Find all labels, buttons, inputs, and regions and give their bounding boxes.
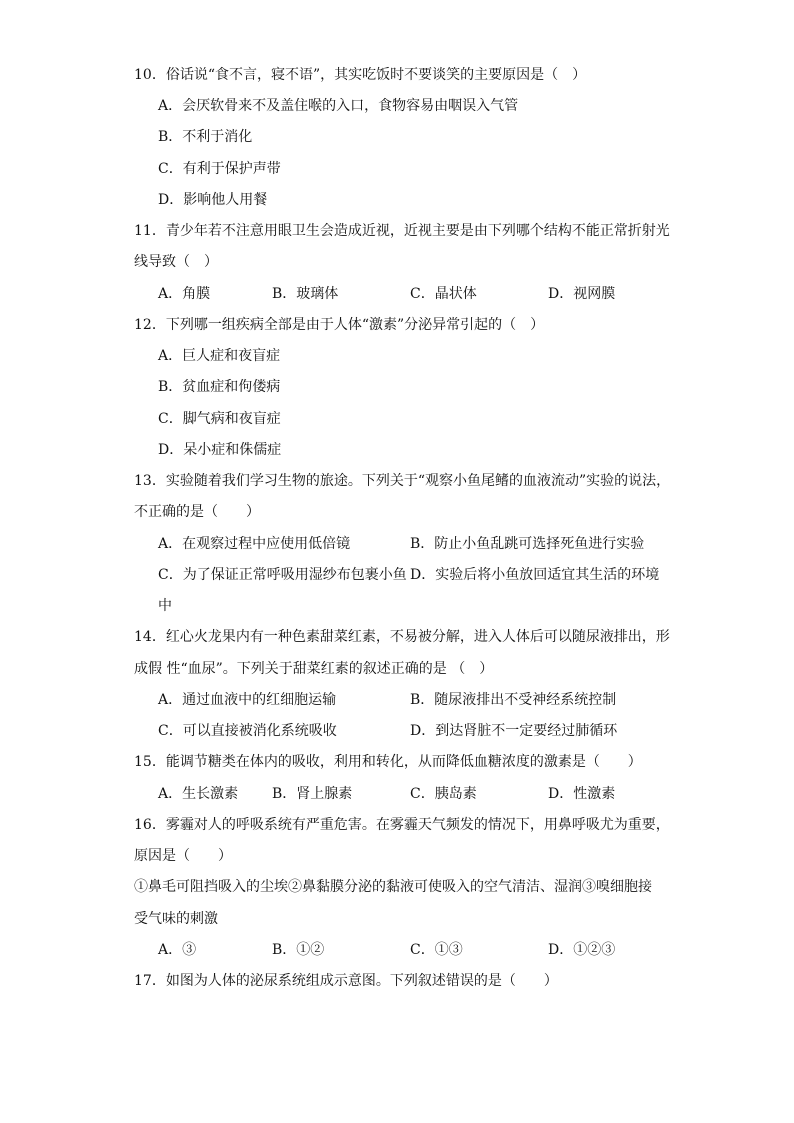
question-15-option-a: A．生长激素 [158, 786, 239, 802]
question-11-stem-line1: 11．青少年若不注意用眼卫生会造成近视，近视主要是由下列哪个结构不能正常折射光 [134, 223, 670, 239]
question-16-statements-line2: 受气味的刺激 [134, 911, 218, 927]
question-11-option-b: B．玻璃体 [272, 286, 339, 302]
question-14-option-d: D．到达肾脏不一定要经过肺循环 [410, 723, 618, 739]
question-14-option-a: A．通过血液中的红细胞运输 [158, 692, 337, 708]
question-11-option-d: D．视网膜 [548, 286, 616, 302]
question-15-option-d: D．性激素 [548, 786, 616, 802]
question-13-stem-line2: 不正确的是（ ） [134, 504, 260, 520]
question-13-option-c: C．为了保证正常呼吸用湿纱布包裹小鱼 [158, 567, 407, 583]
question-10-option-a: A．会厌软骨来不及盖住喉的入口，食物容易由咽误入气管 [158, 98, 519, 114]
question-10-stem: 10．俗话说“食不言，寝不语”，其实吃饭时不要谈笑的主要原因是（ ） [134, 67, 587, 83]
question-17-stem: 17．如图为人体的泌尿系统组成示意图。下列叙述错误的是（ ） [134, 973, 558, 989]
question-14-option-b: B．随尿液排出不受神经系统控制 [410, 692, 617, 708]
question-12-option-c: C．脚气病和夜盲症 [158, 411, 281, 427]
question-16-option-b: B．①② [272, 942, 325, 958]
question-13-option-b: B．防止小鱼乱跳可选择死鱼进行实验 [410, 536, 645, 552]
question-14-stem-line2: 成假 性“血尿”。下列关于甜菜红素的叙述正确的是 （ ） [134, 661, 494, 677]
question-16-stem-line2: 原因是（ ） [134, 848, 232, 864]
question-13-option-d: D．实验后将小鱼放回适宜其生活的环境 [410, 567, 660, 583]
question-16-statements-line1: ①鼻毛可阻挡吸入的尘埃②鼻黏膜分泌的黏液可使吸入的空气清洁、湿润③嗅细胞接 [134, 879, 652, 895]
question-16-option-c: C．①③ [410, 942, 463, 958]
question-10-option-b: B．不利于消化 [158, 129, 253, 145]
question-10-option-c: C．有利于保护声带 [158, 161, 281, 177]
question-14-option-c: C．可以直接被消化系统吸收 [158, 723, 337, 739]
question-11-option-a: A．角膜 [158, 286, 211, 302]
question-13-option-a: A．在观察过程中应使用低倍镜 [158, 536, 351, 552]
question-13-stem-line1: 13．实验随着我们学习生物的旅途。下列关于“观察小鱼尾鳍的血液流动”实验的说法， [134, 473, 671, 489]
question-11-stem-line2: 线导致（ ） [134, 254, 218, 270]
question-16-option-d: D．①②③ [548, 942, 616, 958]
question-14-stem-line1: 14．红心火龙果内有一种色素甜菜红素，不易被分解，进入人体后可以随尿液排出，形 [134, 629, 670, 645]
question-12-option-a: A．巨人症和夜盲症 [158, 348, 281, 364]
question-13-option-d-wrap: 中 [158, 598, 172, 614]
question-16-stem-line1: 16．雾霾对人的呼吸系统有严重危害。在雾霾天气频发的情况下，用鼻呼吸尤为重要， [134, 817, 670, 833]
question-16-option-a: A．③ [158, 942, 197, 958]
question-15-stem: 15．能调节糖类在体内的吸收，利用和转化，从而降低血糖浓度的激素是（ ） [134, 754, 642, 770]
question-15-option-b: B．肾上腺素 [272, 786, 353, 802]
question-10-option-d: D．影响他人用餐 [158, 192, 268, 208]
question-12-option-b: B．贫血症和佝偻病 [158, 379, 281, 395]
question-12-option-d: D．呆小症和侏儒症 [158, 442, 282, 458]
question-11-option-c: C．晶状体 [410, 286, 477, 302]
question-15-option-c: C．胰岛素 [410, 786, 477, 802]
question-12-stem: 12．下列哪一组疾病全部是由于人体“激素”分泌异常引起的（ ） [134, 317, 545, 333]
